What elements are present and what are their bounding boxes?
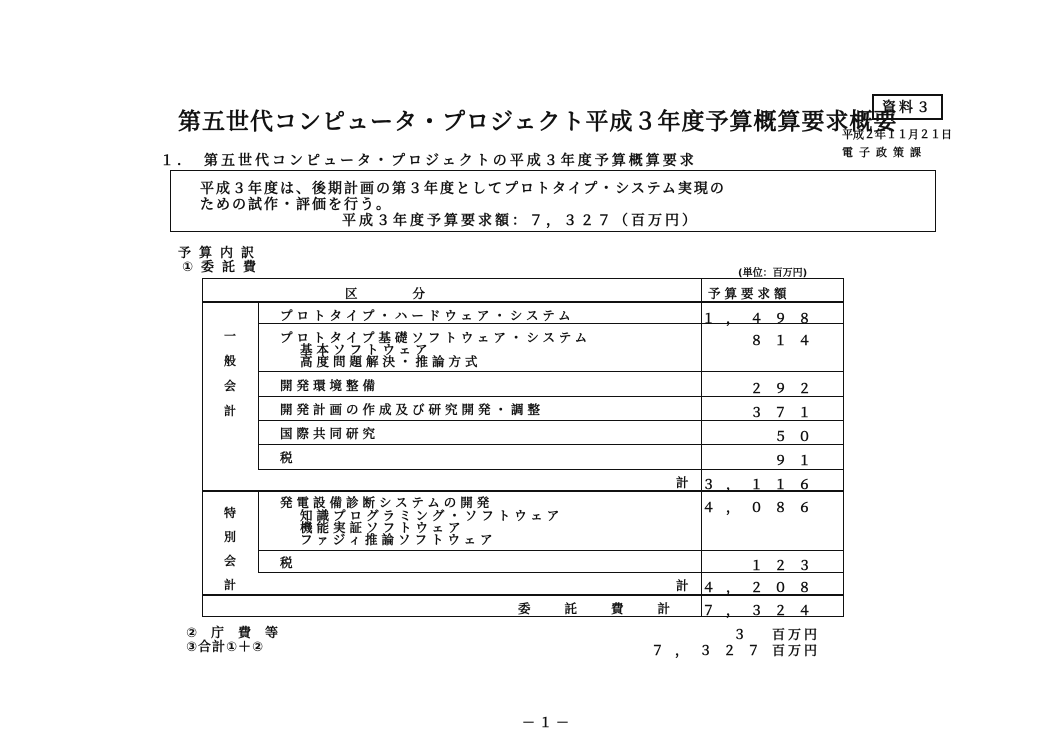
table-row-amount: ３７１	[749, 406, 822, 421]
document-title: 第五世代コンピュータ・プロジェクト平成３年度予算概算要求概要	[178, 109, 898, 135]
general-account-char: 一	[223, 329, 236, 343]
office-expense-unit: 百万円	[772, 628, 821, 643]
table-row-amount: ５０	[773, 430, 822, 445]
total-amount: ７，３２７	[651, 644, 772, 659]
general-subtotal-label: 計	[676, 475, 693, 490]
table-rule	[258, 490, 259, 572]
table-row-label: 開発計画の作成及び研究開発・調整	[280, 402, 545, 417]
table-row-label: 税	[280, 555, 297, 570]
office-expense-amount: ３	[733, 628, 747, 643]
table-row-amount: １２３	[749, 559, 822, 574]
document-date: 平成２年１１月２１日	[842, 128, 952, 141]
unit-note: (単位：百万円)	[738, 268, 808, 279]
column-header-category: 区 分	[345, 286, 436, 301]
column-header-amount: 予算要求額	[708, 286, 791, 301]
total-unit: 百万円	[772, 644, 821, 659]
office-expense-label: ②庁費等	[186, 626, 293, 641]
table-row-label: 発電設備診断システムの開発	[280, 495, 494, 510]
special-subtotal-label: 計	[676, 578, 693, 593]
table-row-label: プロトタイプ・ハードウェア・システム	[280, 308, 575, 323]
table-row-amount: ８１４	[749, 334, 822, 349]
table-row-sublabel: 基本ソフトウェア	[300, 342, 432, 357]
document-department: 電子政策課	[842, 146, 927, 159]
table-row-label: 税	[280, 450, 297, 465]
table-row-amount: １，４９８	[702, 312, 823, 327]
general-account-char: 計	[223, 404, 236, 418]
special-account-char: 特	[223, 506, 236, 520]
general-account-char: 般	[223, 354, 236, 368]
table-rule	[258, 371, 844, 372]
table-rule	[258, 469, 844, 470]
table-row-sublabel: ファジィ推論ソフトウェア	[300, 532, 497, 547]
table-row-amount: ２９２	[749, 382, 822, 397]
table-row-label: 国際共同研究	[280, 426, 380, 441]
special-account-char: 計	[223, 578, 236, 592]
breakdown-heading: 予算内訳	[178, 246, 263, 261]
general-account-char: 会	[223, 379, 236, 393]
table-row-label: 開発環境整備	[280, 378, 380, 393]
table-row-label: プロトタイプ基礎ソフトウェア・システム	[280, 330, 592, 345]
special-account-char: 会	[223, 554, 236, 568]
section-heading: １． 第五世代コンピュータ・プロジェクトの平成３年度予算概算要求	[160, 153, 697, 169]
total-label: ③合計①＋②	[186, 640, 265, 655]
table-row-sublabel: 知識プログラミング・ソフトウェア	[300, 508, 564, 523]
table-row-sublabel: 高度問題解決・推論方式	[300, 354, 482, 369]
special-subtotal-amount: ４，２０８	[702, 581, 823, 596]
special-account-char: 別	[223, 530, 236, 544]
summary-line-2: ための試作・評価を行う。	[200, 197, 392, 213]
commission-fee-heading: ①委託費	[182, 260, 265, 275]
summary-line-1: 平成３年度は、後期計画の第３年度としてプロトタイプ・システム実現の	[200, 181, 726, 197]
table-row-sublabel: 機能実証ソフトウェア	[300, 520, 465, 535]
table-row-amount: ４，０８６	[702, 501, 823, 516]
summary-total: 平成３年度予算要求額：７，３２７（百万円）	[342, 213, 699, 229]
grand-total-amount: ７，３２４	[702, 604, 823, 619]
table-row-amount: ９１	[773, 454, 822, 469]
page-number: －１－	[522, 716, 574, 731]
document-label-badge: 資料３	[872, 94, 943, 120]
general-subtotal-amount: ３，１１６	[702, 478, 823, 493]
grand-total-label: 委託費計	[518, 601, 705, 616]
table-rule	[258, 550, 844, 551]
